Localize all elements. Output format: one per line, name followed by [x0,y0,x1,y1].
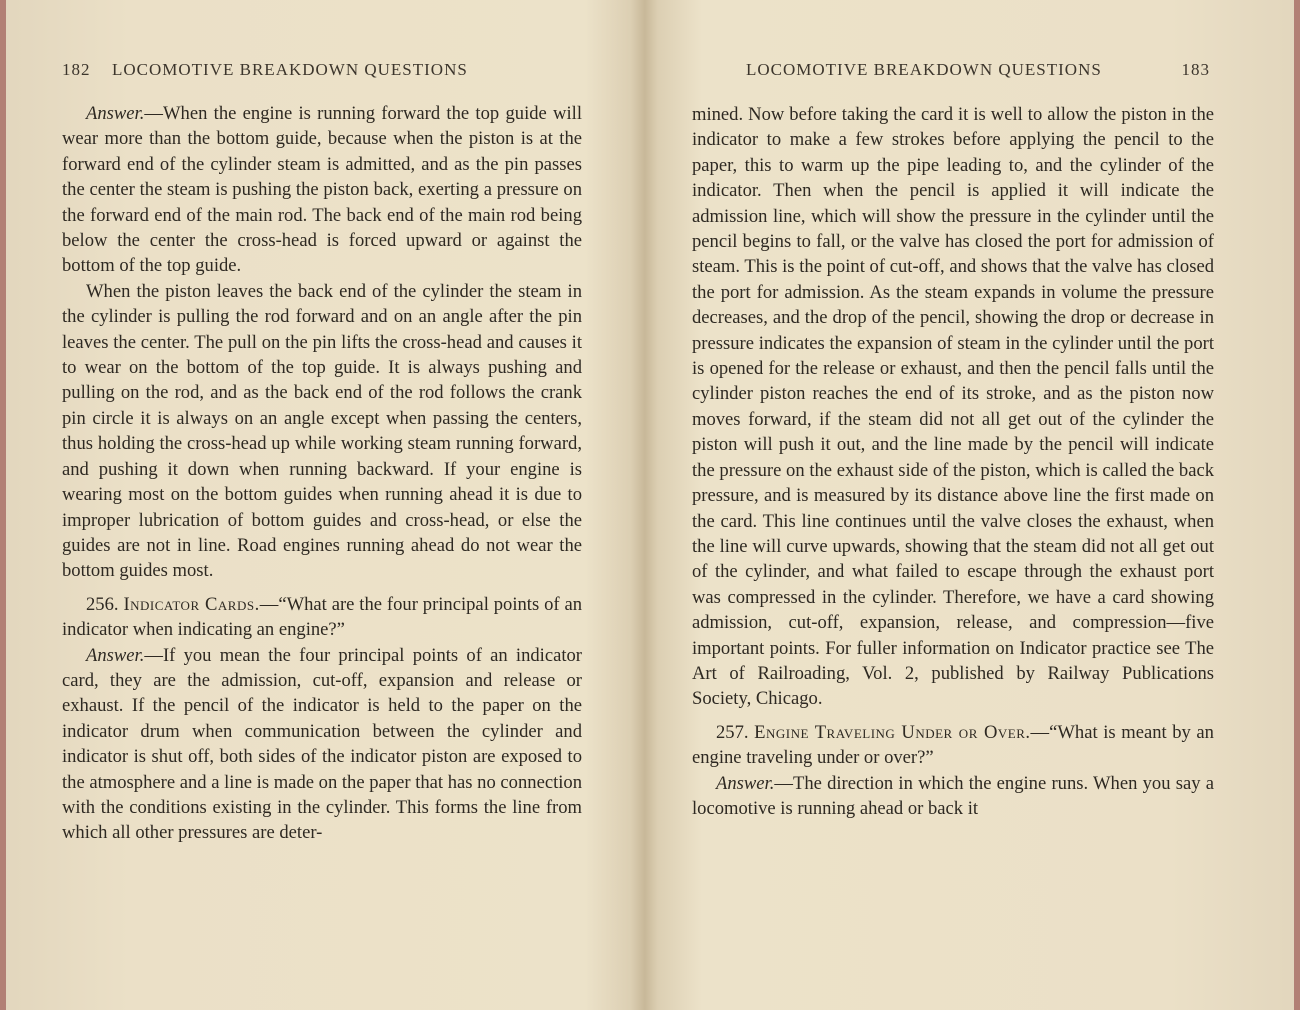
question-number: 257. [716,721,749,743]
question-heading: Engine Traveling Under or Over. [754,721,1031,743]
answer-label: Answer. [86,644,145,666]
question-257 [692,720,1214,771]
book-cover-edge-right [1294,0,1300,1010]
question-text: —“What are the four principal points of an indicator when indicating an engine?” [62,593,582,641]
running-head: LOCOMOTIVE BREAKDOWN QUESTIONS [112,60,468,79]
answer-label: Answer. [86,103,145,124]
paragraph: mined. Now before taking the card it is well to allow the piston in the indicator to make a few strokes before applying the pencil to the paper, this to warm up the pipe leading to, and the cylinder of the indicator. Then when the pencil is applied it will indicate the admission line, which will show the pressure in the cylinder until the pencil begins to fall, or the valve has closed the port for admission of steam. This is the point of cut-off, and shows that the valve has closed the port for admission. As the steam expands in volume the pressure decreases, and the drop of the pencil, showing the drop or decrease in pressure indicates the expansion of steam in the cylinder until the port is opened for the release or exhaust, and then the pencil falls until the cylinder piston reaches the end of its stroke, and as the piston now moves forward, if the steam did not all get out of the cylinder the piston will push it out, and the line made by the pencil will indicate the pressure on the exhaust side of the piston, which is called the back pressure, and is measured by its distance above line the first made on the card. This line continues until the valve closes the exhaust, when the line will curve upwards, showing that the steam did not all get out of the cylinder, and what failed to escape through the exhaust port was compressed in the cylinder. Therefore, we have a card showing admission, cut-off, expansion, release, and compression—five important points. For fuller information on Indicator practice see The Art of Railroading, Vol. 2, published by Railway Publications Society, Chicago. [692,104,1214,710]
question-heading: Indicator Cards. [123,593,260,615]
paragraph-text: —When the engine is running forward the top guide will wear more than the bottom guide, because when the piston is at the forward end of the cylinder steam is admitted, and as the pin passes the center the steam is pushing the piston back, exerting a pressure on the forward end of the main rod. The back end of the main rod being below the center the cross-head is forced upward or against the bottom of the top guide. [62,103,582,277]
answer-paragraph [62,643,582,846]
right-page-body [692,102,1214,821]
left-page-body [62,101,582,846]
answer-paragraph [62,101,582,279]
answer-paragraph [692,771,1214,822]
question-text: —“What is meant by an engine traveling under or over?” [692,721,1214,769]
right-page-header [692,60,1214,84]
running-head: LOCOMOTIVE BREAKDOWN QUESTIONS [746,60,1102,79]
page-number: 183 [1181,60,1210,79]
paragraph-text: —The direction in which the engine runs. When you say a locomotive is running ahead or back it [692,772,1214,819]
left-page-header [62,60,582,84]
page-number: 182 [62,60,91,79]
answer-label: Answer. [716,772,775,794]
right-page [692,0,1214,1010]
question-256 [62,592,582,643]
left-page [62,0,582,1010]
question-number: 256. [86,593,119,615]
book-cover-edge-left [0,0,6,1010]
paragraph: When the piston leaves the back end of the cylinder the steam in the cylinder is pulling the rod forward and on an angle after the pin leaves the center. The pull on the pin lifts the cross-head and causes it to wear on the bottom of the top guide. It is always pushing and pulling on the rod, and as the back end of the rod follows the crank pin circle it is always on an angle except when passing the centers, thus holding the cross-head up while working steam running forward, and pushing it down when running backward. If your engine is wearing most on the bottom guides when running ahead it is due to improper lubrication of bottom guides and cross-head, or else the guides are not in line. Road engines running ahead do not wear the bottom guides most. [62,280,582,582]
paragraph-text: —If you mean the four principal points of an indicator card, they are the admission, cut-off, expansion and release or exhaust. If the pencil of the indicator is held to the paper on the indicator drum when communication between the cylinder and indicator is shut off, both sides of the indicator piston are exposed to the atmosphere and a line is made on the paper that has no connection with the conditions existing in the cylinder. This forms the line from which all other pressures are deter- [62,644,582,844]
